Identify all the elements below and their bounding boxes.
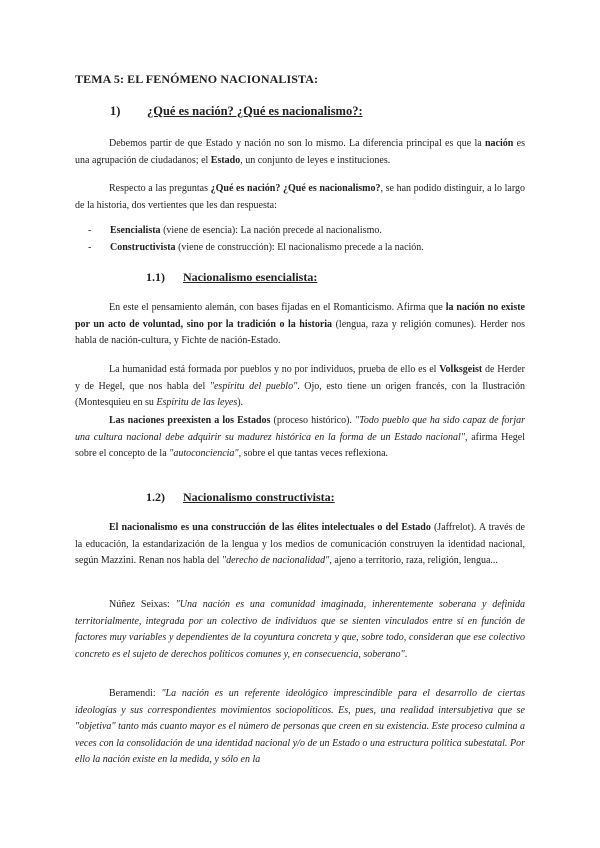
paragraph-nunez-seixas — [75, 597, 525, 663]
page-title: TEMA 5: EL FENÓMENO NACIONALISTA: — [75, 72, 319, 86]
bold-term: ¿Qué es nación? ¿Qué es nacionalismo? — [210, 183, 381, 194]
bullet-dash: - — [88, 241, 92, 253]
text: (viene de esencia): La nación precede al nacionalismo. — [160, 225, 382, 236]
text: (proceso histórico). — [270, 415, 356, 426]
section-title: ¿Qué es nación? ¿Qué es nacionalismo?: — [147, 104, 363, 118]
bold-term: Constructivista — [110, 241, 176, 253]
definition-list — [88, 223, 424, 256]
text: En este el pensamiento alemán, con bases fijadas en el Romanticismo. Afirma que — [109, 302, 446, 313]
text: Núñez Seixas: — [109, 599, 176, 610]
text: , sobre el que tantas veces reflexiona. — [238, 448, 389, 459]
bold-term: Volksgeist — [439, 364, 483, 375]
paragraph-volksgeist — [75, 362, 525, 412]
section-title: Nacionalismo esencialista: — [183, 270, 318, 284]
bold-term: Las naciones preexisten a los Estados — [109, 415, 271, 426]
text: es una agrupación de ciudadanos; el — [75, 138, 525, 166]
bold-term: El nacionalismo es una construcción de las élites intelectuales o del Estado — [109, 522, 431, 533]
paragraph-intro — [75, 136, 525, 169]
text: Beramendi: — [109, 688, 162, 699]
text: , un conjunto de leyes e instituciones. — [240, 154, 391, 166]
text: (Jaffrelot). A través de la educación, la estandarización de la lengua y los medios de comunicación construyen la identidad nacional, según Mazzini. Renan nos habla del — [75, 522, 525, 566]
section-number: 1.2) — [146, 490, 165, 504]
paragraph-beramendi — [75, 686, 525, 769]
italic-quote: "espíritu del pueblo" — [209, 380, 298, 392]
list-item — [88, 240, 424, 257]
bold-term: Estado — [210, 154, 241, 166]
text: ). — [237, 397, 244, 408]
text: Respecto a las preguntas — [109, 183, 211, 194]
section-title: Nacionalismo constructivista: — [183, 490, 335, 504]
bold-term: Esencialista — [110, 225, 161, 236]
bold-term: nación — [485, 138, 514, 149]
section-number: 1.1) — [146, 270, 165, 284]
text: , ajeno a territorio, raza, religión, lengua... — [329, 555, 498, 566]
paragraph-constructivista — [75, 520, 525, 570]
list-item — [88, 223, 424, 240]
text: , se han podido distinguir, a lo largo de la historia, dos vertientes que les dan respuesta: — [75, 183, 525, 211]
text: (viene de construcción): El nacionalismo precede a la nación. — [175, 241, 424, 253]
text: Debemos partir de que Estado y nación no son lo mismo. La diferencia principal es que la — [109, 138, 485, 149]
text: , afirma Hegel sobre el concepto de la — [75, 431, 525, 459]
bold-term: la nación no existe por un acto de voluntad, sino por la tradición o la historia — [75, 302, 525, 330]
text: . Ojo, esto tiene un origen francés, con la Ilustración (Montesquieu en su — [75, 380, 525, 408]
bullet-dash: - — [88, 225, 92, 236]
italic-quote: "derecho de nacionalidad" — [221, 555, 330, 566]
text: de Herder y de Hegel, que nos habla del — [75, 364, 525, 392]
section-number: 1) — [110, 104, 121, 118]
italic-quote: "Todo pueblo que ha sido capaz de forjar una cultura nacional debe adquirir su madurez histórica en la forma de un Estado nacional" — [75, 415, 525, 443]
text: (lengua, raza y religión comunes). Herder nos habla de nación-cultura, y Fichte de nación-Estado. — [75, 318, 526, 346]
paragraph-questions — [75, 181, 525, 214]
italic-quote: "La nación es un referente ideológico imprescindible para el desarrollo de ciertas ideologías y sus correspondientes movimientos sociopolíticos. Es, pues, una realidad intersubjetiva que se "objetiva" tanto más cuanto mayor es el número de personas que creen en su existencia. Este proceso culmina a veces con la consolidación de una identidad nacional y/o de un Estado o una estructura política subestatal. Por ello la nación existe en la medida, y sólo en la — [75, 688, 526, 765]
text: . — [404, 648, 408, 660]
italic-title: Espíritu de las leyes — [156, 397, 238, 408]
paragraph-esencialista — [75, 300, 525, 350]
text: La humanidad está formada por pueblos y no por individuos, prueba de ello es el — [109, 364, 440, 375]
italic-quote: "Una nación es una comunidad imaginada, inherentemente soberana y definida territorialmente, integrada por un colectivo de individuos que se sienten vinculados entre sí en función de factores muy variables y dependientes de la coyuntura concreta y que, sobre todo, consideran que ese colectivo concreto es el sujeto de derechos políticos comunes y, en consecuencia, soberano" — [75, 599, 525, 660]
paragraph-hegel — [75, 413, 525, 463]
italic-quote: "autoconciencia" — [169, 448, 239, 459]
